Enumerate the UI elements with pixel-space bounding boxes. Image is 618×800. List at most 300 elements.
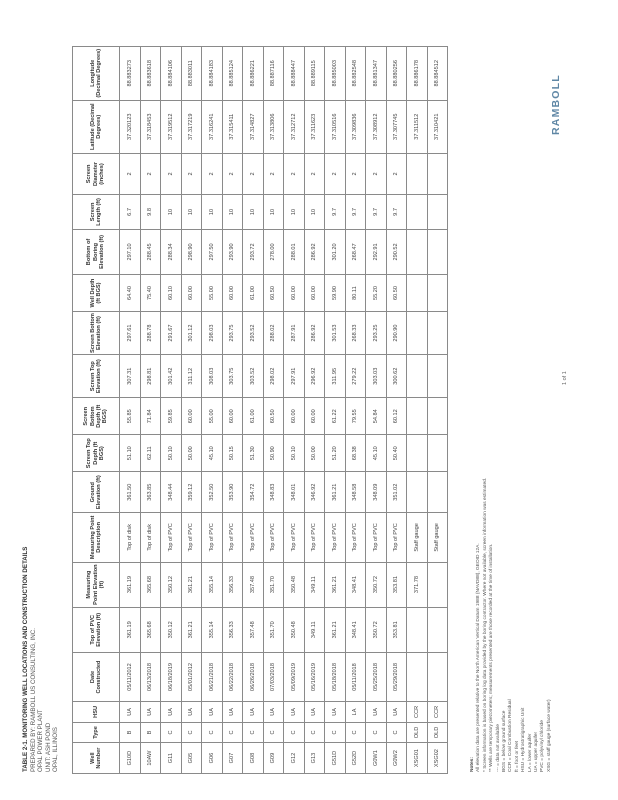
column-header: Well Number [73,743,120,774]
table-cell: Top of PVC [161,513,182,562]
table-cell: 297.91 [284,355,305,398]
table-cell: 88.881347 [366,47,387,101]
table-cell: 10 [161,194,182,229]
table-cell: 303.75 [222,355,243,398]
column-header: Screen Length (ft) [73,194,120,229]
table-cell: 301.20 [325,229,346,274]
table-cell [407,275,428,312]
table-row [325,47,346,774]
table-cell: Top of PVC [263,513,284,562]
table-cell: XSG01 [407,743,428,774]
table-cell: UA [202,702,223,723]
table-cell: 60.12 [386,398,407,435]
table-cell: 88.886221 [243,47,264,101]
table-cell: 37.309836 [345,100,366,153]
table-cell: 61.22 [325,398,346,435]
column-header: Bottom of Boring Elevation (ft) [73,229,120,274]
table-cell: 365.68 [140,607,161,652]
table-cell: 293.25 [366,312,387,355]
table-cell: C [304,722,325,743]
table-cell: 311.12 [181,355,202,398]
table-cell [427,194,448,229]
table-row [284,47,305,774]
table-cell [407,229,428,274]
table-cell: 60.00 [304,275,325,312]
table-cell: 88.885124 [222,47,243,101]
column-header: Screen Bottom Depth (ft BGS) [73,398,120,435]
table-cell: 10AW [140,743,161,774]
table-cell: 88.884106 [161,47,182,101]
table-header [73,47,120,774]
table-cell: 348.41 [345,607,366,652]
table-cell: 353.90 [222,472,243,513]
table-cell: 2 [140,153,161,194]
table-cell: 10 [243,194,264,229]
table-cell: B [140,722,161,743]
table-cell: 350.72 [366,607,387,652]
table-row [222,47,243,774]
subtitle-line: OPAL, ILLINOIS [52,727,60,772]
table-cell: G09 [263,743,284,774]
table-cell: 2 [263,153,284,194]
well-table [72,46,448,774]
table-row [140,47,161,774]
table-cell: C [345,722,366,743]
table-title: TABLE 2-1. MONITORING WELL LOCATIONS AND CONSTRUCTION DETAILS [22,546,29,772]
table-cell: 37.314827 [243,100,264,153]
table-cell [407,355,428,398]
page-number: 1 of 1 [562,371,568,385]
table-cell: 288.45 [140,229,161,274]
note-line: HSU = Hydrostratigraphic Unit [521,707,527,772]
table-cell: 60.00 [181,275,202,312]
table-cell: 06/18/2019 [161,652,182,701]
table-cell: UA [386,702,407,723]
table-row [304,47,325,774]
column-header: Measuring Point Description [73,513,120,562]
table-cell [427,472,448,513]
table-cell: Top of PVC [222,513,243,562]
table-cell: 88.886178 [407,47,428,101]
table-cell: 288.78 [140,312,161,355]
table-cell: 55.20 [366,275,387,312]
table-cell: G12 [284,743,305,774]
table-cell: 278.00 [263,229,284,274]
table-cell: UA [161,702,182,723]
table-cell: G10D [120,743,141,774]
table-cell: 300.62 [386,355,407,398]
table-cell: 05/18/2018 [325,652,346,701]
table-cell: 05/09/2019 [284,652,305,701]
table-cell: 352.50 [202,472,223,513]
table-cell: 60.00 [284,398,305,435]
table-cell: 50.10 [161,435,182,472]
table-cell: G51D [325,743,346,774]
table-cell: 55.85 [120,398,141,435]
table-cell: 2 [202,153,223,194]
table-cell: 05/29/2018 [386,652,407,701]
table-cell: 45.10 [202,435,223,472]
table-cell: 10 [202,194,223,229]
table-cell: 286.92 [304,229,325,274]
table-cell: 10 [222,194,243,229]
table-cell: 51.10 [120,435,141,472]
table-row [345,47,366,774]
table-cell: C [263,722,284,743]
table-cell: 290.90 [386,312,407,355]
table-cell: C [243,722,264,743]
note-line: CCR = Coal Combustion Residual [508,699,514,772]
table-cell: Top of PVC [386,513,407,562]
table-cell: 361.19 [120,607,141,652]
table-cell: 88.883618 [140,47,161,101]
table-cell: 353.81 [386,607,407,652]
table-cell: G06 [202,743,223,774]
table-cell: 351.02 [386,472,407,513]
table-cell: 88.885003 [325,47,346,101]
table-cell [407,153,428,194]
table-cell: 62.11 [140,435,161,472]
table-cell: 268.33 [345,312,366,355]
table-cell: 348.44 [161,472,182,513]
column-header: Screen Bottom Elevation (ft) [73,312,120,355]
note-line: ** Wells are temporary piezometers; measurements presented are those recorded at the time of installation. [489,543,495,772]
table-cell [427,153,448,194]
table-cell: 06/22/2018 [222,652,243,701]
table-cell: 88.888447 [284,47,305,101]
table-cell: 37.307745 [386,100,407,153]
table-cell: 37.308912 [366,100,387,153]
notes-heading: Notes: [470,757,475,772]
table-cell [407,607,428,652]
table-cell: 293.75 [222,312,243,355]
table-cell: G13 [304,743,325,774]
table-cell: 303.03 [366,355,387,398]
table-cell: 311.95 [325,355,346,398]
table-cell: Top of PVC [181,513,202,562]
table-cell: 50.00 [304,435,325,472]
table-cell [427,229,448,274]
table-cell: 71.84 [140,398,161,435]
table-cell: 346.92 [304,472,325,513]
column-header: Latitude (Decimal Degrees) [73,100,120,153]
table-cell: 37.315411 [222,100,243,153]
table-cell: 298.81 [140,355,161,398]
table-cell: 350.12 [161,562,182,607]
table-cell: 50.40 [386,435,407,472]
table-row [407,47,428,774]
table-cell: B [120,722,141,743]
table-cell: 350.48 [284,607,305,652]
table-cell: 50.90 [263,435,284,472]
table-cell: CCR [427,702,448,723]
table-cell: 2 [222,153,243,194]
table-cell: 9.7 [325,194,346,229]
table-cell: 59.90 [325,275,346,312]
table-cell: 351.70 [263,562,284,607]
table-cell: 349.11 [304,607,325,652]
table-cell: C [325,722,346,743]
table-cell: 05/11/2018 [345,652,366,701]
table-cell: 06/13/2018 [140,652,161,701]
table-cell: 37.316241 [202,100,223,153]
table-cell: 88.880256 [386,47,407,101]
table-cell: Top of PVC [202,513,223,562]
table-cell: C [202,722,223,743]
table-cell: 354.72 [243,472,264,513]
table-cell: 9.7 [345,194,366,229]
table-cell: 64.40 [120,275,141,312]
table-cell: 361.21 [325,607,346,652]
table-cell: 88.887116 [263,47,284,101]
table-cell: 37.310516 [325,100,346,153]
ramboll-logo: RAMBOLL [550,74,562,135]
table-cell: Top of PVC [243,513,264,562]
table-cell: 348.41 [345,562,366,607]
table-cell [427,607,448,652]
table-cell: 356.33 [222,607,243,652]
header-row [73,47,120,774]
table-cell [427,275,448,312]
table-cell: 2 [304,153,325,194]
table-cell: 05/16/2019 [304,652,325,701]
table-cell: 59.85 [161,398,182,435]
table-cell: 05/01/2012 [181,652,202,701]
notes-lines [476,172,553,772]
note-line: * Screen information is based on boring log data provided by the boring contractor. Where not available, screen information was estimated. [482,477,488,772]
table-cell: 298.03 [202,312,223,355]
column-header: Ground Elevation (ft) [73,472,120,513]
table-cell: 307.31 [120,355,141,398]
table-cell: 308.03 [202,355,223,398]
table-cell: 60.50 [263,398,284,435]
column-header: Type [73,722,120,743]
table-cell: 88.884512 [427,47,448,101]
table-cell: CCR [407,702,428,723]
column-header: Well Depth (ft BGS) [73,275,120,312]
table-cell: 05/11/2012 [120,652,141,701]
table-cell: LA [345,702,366,723]
table-cell: Top of PVC [345,513,366,562]
table-cell: 361.21 [325,562,346,607]
table-cell [427,398,448,435]
table-cell: 88.889115 [304,47,325,101]
table-cell: C [181,722,202,743]
table-cell: UA [366,702,387,723]
table-cell: 286.92 [304,312,325,355]
table-cell: 9.7 [386,194,407,229]
table-cell: 363.85 [140,472,161,513]
table-cell: 61.00 [243,275,264,312]
table-cell: Top of PVC [366,513,387,562]
table-cell [407,652,428,701]
table-cell: 293.52 [243,312,264,355]
table-cell: 357.48 [243,562,264,607]
table-cell: Staff gauge [427,513,448,562]
table-cell: 301.12 [181,312,202,355]
table-cell: 2 [243,153,264,194]
column-header: Longitude (Decimal Degrees) [73,47,120,101]
table-cell: Top of disk [120,513,141,562]
table-cell: UA [304,702,325,723]
table-cell: 37.319512 [161,100,182,153]
table-cell: 303.52 [243,355,264,398]
table-cell: 60.00 [222,398,243,435]
table-cell: 361.19 [120,562,141,607]
note-line: PVC = polyvinyl chloride [540,720,546,772]
table-cell: 288.34 [161,229,182,274]
table-cell: 298.90 [181,229,202,274]
table-cell: 297.50 [202,229,223,274]
table-cell [427,355,448,398]
table-cell: 287.91 [284,312,305,355]
table-cell: 293.72 [243,229,264,274]
table-cell: C [386,722,407,743]
column-header: Measuring Point Elevation (ft) [73,562,120,607]
table-cell: 290.52 [386,229,407,274]
column-header: Screen Diameter (inches) [73,153,120,194]
table-cell: C [161,722,182,743]
table-cell: 10 [284,194,305,229]
table-cell: 88.882548 [345,47,366,101]
table-cell: 54.84 [366,398,387,435]
rotated-content [22,40,582,780]
table-cell [427,435,448,472]
table-cell: UA [263,702,284,723]
table-cell: 68.38 [345,435,366,472]
table-cell: XSG02 [427,743,448,774]
table-cell: 268.47 [345,229,366,274]
table-cell: 37.311623 [304,100,325,153]
table-row [427,47,448,774]
table-cell: UA [181,702,202,723]
table-cell: G08 [243,743,264,774]
table-row [386,47,407,774]
table-cell: 10 [263,194,284,229]
column-header: Screen Top Depth (ft BGS) [73,435,120,472]
table-cell [427,562,448,607]
table-row [181,47,202,774]
table-cell: 88.883011 [181,47,202,101]
table-cell: 355.14 [202,562,223,607]
table-cell: 60.10 [161,275,182,312]
table-cell: 10 [181,194,202,229]
table-cell: Top of PVC [325,513,346,562]
table-cell: OLD [427,722,448,743]
table-cell: 55.00 [202,275,223,312]
note-line: LA = lower aquifer [527,733,533,772]
table-cell: C [284,722,305,743]
table-cell: 296.92 [304,355,325,398]
table-cell: 2 [120,153,141,194]
table-row [243,47,264,774]
table-cell: 292.91 [366,229,387,274]
table-cell: UA [222,702,243,723]
table-cell: 359.12 [181,472,202,513]
title-block [22,252,60,772]
table-cell: 55.00 [202,398,223,435]
table-cell: 37.311512 [407,100,428,153]
table-cell: 301.42 [161,355,182,398]
table-cell: 10 [304,194,325,229]
table-cell: 348.09 [366,472,387,513]
table-cell: 297.61 [120,312,141,355]
table-cell: 45.10 [366,435,387,472]
table-cell: G52D [345,743,366,774]
table-cell: 288.02 [263,312,284,355]
table-cell: C [366,722,387,743]
table-cell: 349.11 [304,562,325,607]
notes-block [470,172,553,772]
table-cell: 355.14 [202,607,223,652]
table-row [202,47,223,774]
table-cell: 60.00 [181,398,202,435]
note-line: All elevation data are presented relative to the North American Vertical Datum 1988 (NAVD88), GEOID 12A. [476,543,482,772]
table-cell: 291.67 [161,312,182,355]
table-cell: G07 [222,743,243,774]
table-cell: OLD [407,722,428,743]
column-header: Top of PVC Elevation (ft) [73,607,120,652]
table-cell: 288.01 [284,229,305,274]
table-cell: Staff gauge [407,513,428,562]
table-cell: 6.7 [120,194,141,229]
table-cell: 60.00 [304,398,325,435]
table-cell: 2 [366,153,387,194]
table-cell: UA [325,702,346,723]
table-cell: 348.01 [284,472,305,513]
table-cell: 60.50 [386,275,407,312]
table-cell: G0W2 [386,743,407,774]
table-cell: 2 [325,153,346,194]
table-cell: 298.02 [263,355,284,398]
column-header: Screen Top Elevation (ft) [73,355,120,398]
table-cell: 361.21 [325,472,346,513]
table-cell [427,312,448,355]
table-row [120,47,141,774]
table-cell: 75.40 [140,275,161,312]
table-row [161,47,182,774]
table-cell: 2 [161,153,182,194]
table-cell [407,312,428,355]
table-cell: 361.50 [120,472,141,513]
table-cell: 350.12 [161,607,182,652]
table-cell [427,652,448,701]
table-cell: 60.00 [222,275,243,312]
table-cell [407,472,428,513]
column-header: HSU [73,702,120,723]
table-cell: 06/21/2018 [202,652,223,701]
table-cell: UA [120,702,141,723]
table-cell: 80.11 [345,275,366,312]
table-cell: 371.78 [407,562,428,607]
table-cell: Top of PVC [284,513,305,562]
table-cell: 297.10 [120,229,141,274]
table-cell: 353.81 [386,562,407,607]
table-cell: 293.90 [222,229,243,274]
table-cell: G11 [161,743,182,774]
table-cell: 88.883273 [120,47,141,101]
table-cell: 07/03/2018 [263,652,284,701]
table-cell: 361.21 [181,607,202,652]
table-cell: 37.318453 [140,100,161,153]
table-cell [407,435,428,472]
table-cell: 351.70 [263,607,284,652]
table-cell: 350.48 [284,562,305,607]
table-cell: 2 [345,153,366,194]
table-cell: 37.317219 [181,100,202,153]
table-cell: 357.48 [243,607,264,652]
table-cell: 79.55 [345,398,366,435]
